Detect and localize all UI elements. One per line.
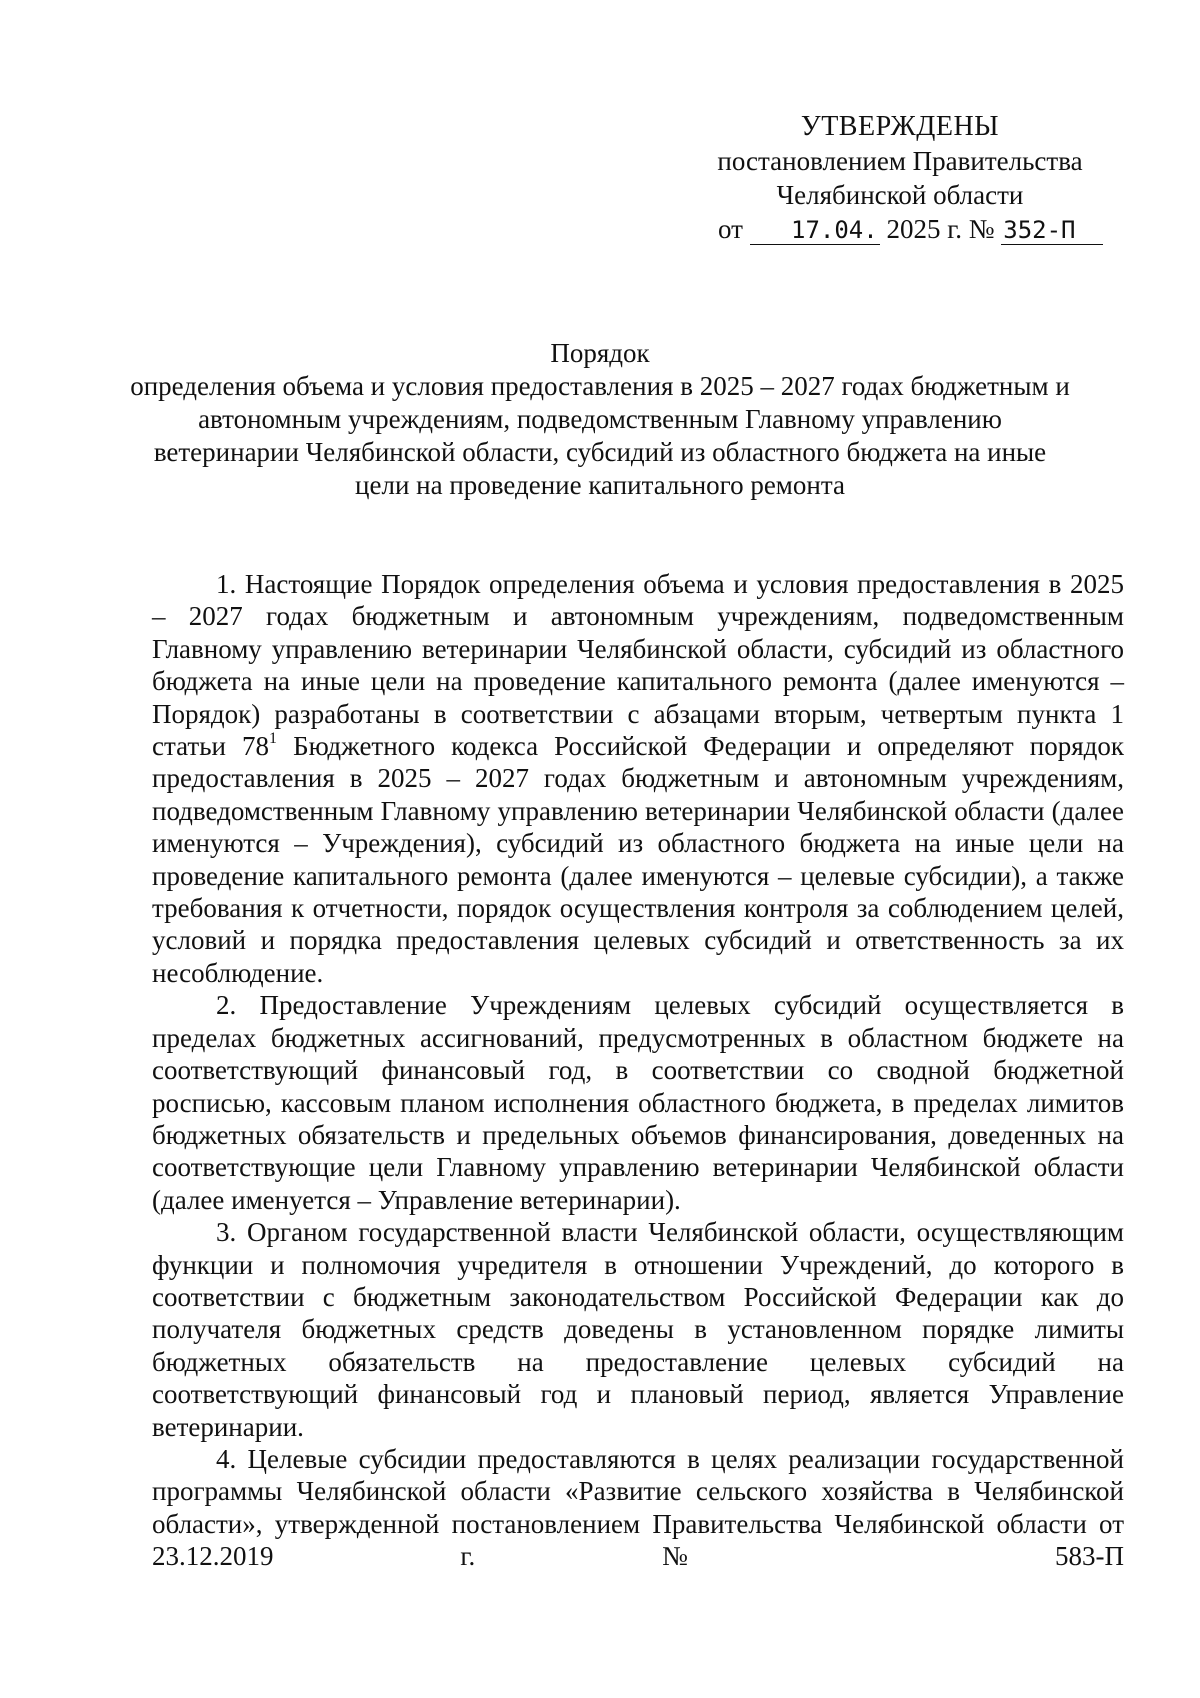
document-title bbox=[130, 337, 1070, 502]
document-body bbox=[152, 568, 1124, 1573]
approval-date-line bbox=[700, 212, 1100, 246]
handwritten-number: 352-П bbox=[1001, 216, 1103, 245]
paragraph-1-part-1: 1. Настоящие Порядок определения объема и условия предоставления в 2025 – 2027 годах бюджетным и автономным учреждениям, подведомственным Главному управлению ветеринарии Челябинской области, субсидий из областного бюджета на иные цели на проведение капитального ремонта (далее именуются – Порядок) разработаны в соответствии с абзацами вторым, четвертым пункта 1 статьи 78 bbox=[152, 569, 1124, 762]
paragraph-3: 3. Органом государственной власти Челябинской области, осуществляющим функции и полномочия учредителя в отношении Учреждений, до которого в соответствии с бюджетным законодательством Российской Федерации как до получателя бюджетных средств доведены в установленном порядке лимиты бюджетных обязательств на предоставление целевых субсидий на соответствующий финансовый год и плановый период, является Управление ветеринарии. bbox=[152, 1217, 1124, 1442]
title-subtitle: определения объема и условия предоставления в 2025 – 2027 годах бюджетным и автономным учреждениям, подведомственным Главному управлению ветеринарии Челябинской области, субсидий из областного бюджета на иные цели на проведение капитального ремонта bbox=[130, 371, 1070, 500]
handwritten-date: 17.04. bbox=[750, 216, 880, 245]
date-year: 2025 г. № bbox=[886, 214, 995, 244]
title-heading: Порядок bbox=[550, 338, 650, 368]
paragraph-1-part-2: Бюджетного кодекса Российской Федерации и определяют порядок предоставления в 2025 – 2027 годах бюджетным и автономным учреждениям, подведомственным Главному управлению ветеринарии Челябинской области (далее именуются – Учреждения), субсидий из областного бюджета на иные цели на проведение капитального ремонта (далее именуются – целевые субсидии), а также требования к отчетности, порядок осуществления контроля за соблюдением целей, условий и порядка предоставления целевых субсидий и ответственность за их несоблюдение. bbox=[152, 731, 1124, 988]
approved-heading: УТВЕРЖДЕНЫ bbox=[800, 111, 1000, 142]
date-prefix: от bbox=[718, 214, 743, 244]
approval-line-resolution: постановлением Правительства bbox=[717, 146, 1083, 176]
paragraph-2: 2. Предоставление Учреждениям целевых субсидий осуществляется в пределах бюджетных ассигнований, предусмотренных в областном бюджете на соответствующий финансовый год, в соответствии со сводной бюджетной росписью, кассовым планом исполнения областного бюджета, в пределах лимитов бюджетных обязательств и предельных объемов финансирования, доведенных на соответствующие цели Главному управлению ветеринарии Челябинской области (далее именуется – Управление ветеринарии). bbox=[152, 990, 1124, 1215]
paragraph-1 bbox=[152, 568, 1124, 989]
article-superscript: 1 bbox=[269, 730, 278, 748]
approval-line-region: Челябинской области bbox=[776, 180, 1024, 210]
approval-stamp-block bbox=[700, 110, 1100, 246]
paragraph-4: 4. Целевые субсидии предоставляются в целях реализации государственной программы Челябинской области «Развитие сельского хозяйства в Челябинской области», утвержденной постановлением Правительства Челябинской области от 23.12.2019 г. № 583-П bbox=[152, 1443, 1124, 1572]
